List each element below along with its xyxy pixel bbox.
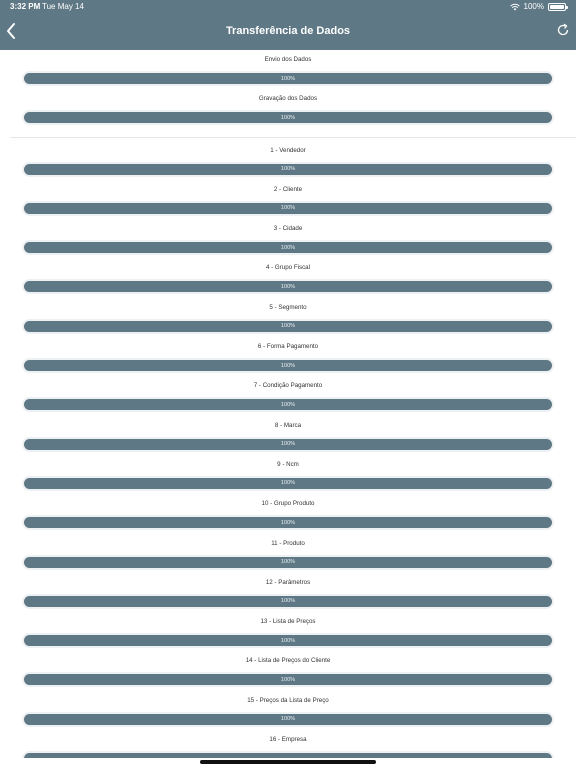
progress-bar <box>22 437 554 452</box>
transfer-item-label: 10 - Grupo Produto <box>261 500 315 508</box>
progress-bar <box>22 594 554 609</box>
progress-fill <box>24 360 552 371</box>
progress-bar <box>22 110 554 125</box>
transfer-item <box>0 298 576 337</box>
transfer-item-label: 7 - Condição Pagamento <box>253 382 323 390</box>
progress-percent: 100% <box>280 716 296 723</box>
progress-percent: 100% <box>280 362 296 369</box>
progress-bar <box>22 633 554 648</box>
progress-fill <box>24 596 552 607</box>
progress-percent: 100% <box>280 166 296 173</box>
transfer-item <box>0 258 576 297</box>
progress-fill <box>24 674 552 685</box>
progress-fill <box>24 557 552 568</box>
progress-fill <box>24 753 552 758</box>
progress-bar <box>22 515 554 530</box>
refresh-button[interactable] <box>556 23 570 37</box>
transfer-item-label: Envio dos Dados <box>264 56 312 63</box>
page-title: Transferência de Dados <box>225 25 351 37</box>
progress-bar <box>22 162 554 177</box>
transfer-item <box>0 573 576 612</box>
progress-percent: 100% <box>280 559 296 566</box>
transfer-item <box>0 376 576 415</box>
status-date: Tue May 14 <box>42 2 84 11</box>
progress-fill <box>24 321 552 332</box>
transfer-list[interactable] <box>0 50 576 758</box>
progress-percent: 100% <box>280 441 296 448</box>
progress-percent: 100% <box>280 244 296 251</box>
progress-bar <box>22 476 554 491</box>
transfer-item-label: 9 - Ncm <box>277 460 299 468</box>
transfer-item <box>0 651 576 690</box>
battery-percent: 100% <box>523 2 544 11</box>
status-bar <box>0 0 576 14</box>
transfer-item-label: 13 - Lista de Preços <box>260 618 316 626</box>
progress-percent: 100% <box>280 519 296 526</box>
transfer-item <box>0 455 576 494</box>
progress-fill <box>24 164 552 175</box>
progress-percent: 100% <box>280 114 296 121</box>
progress-bar <box>22 71 554 86</box>
transfer-item-label: 5 - Segmento <box>269 303 307 311</box>
transfer-item-label: 1 - Vendedor <box>270 146 306 154</box>
progress-fill <box>24 112 552 123</box>
transfer-item-label: 15 - Preços da Lista de Preço <box>247 696 329 704</box>
progress-fill <box>24 478 552 489</box>
transfer-item-label: 11 - Produto <box>271 539 305 547</box>
transfer-item-label: 8 - Marca <box>274 421 302 429</box>
progress-fill <box>24 517 552 528</box>
progress-fill <box>24 399 552 410</box>
transfer-item-label: 16 - Empresa <box>269 736 307 744</box>
top-section <box>0 50 576 129</box>
transfer-item-label: 14 - Lista de Preços do Cliente <box>245 657 331 665</box>
transfer-item <box>0 691 576 730</box>
progress-percent: 100% <box>280 401 296 408</box>
progress-bar <box>22 240 554 255</box>
transfer-item <box>0 50 576 89</box>
transfer-item <box>0 219 576 258</box>
transfer-item <box>0 180 576 219</box>
transfer-item-label: 3 - Cidade <box>273 225 303 233</box>
progress-bar <box>22 358 554 373</box>
transfer-item-label: 12 - Parâmetros <box>265 578 311 586</box>
items-section <box>0 141 576 758</box>
progress-fill <box>24 439 552 450</box>
progress-fill <box>24 635 552 646</box>
status-time: 3:32 PM <box>10 2 41 11</box>
progress-bar <box>22 672 554 687</box>
home-indicator[interactable] <box>200 760 376 764</box>
progress-fill <box>24 242 552 253</box>
progress-percent: 100% <box>280 205 296 212</box>
progress-bar <box>22 319 554 334</box>
progress-fill <box>24 73 552 84</box>
progress-bar <box>22 751 554 758</box>
progress-percent: 100% <box>280 676 296 683</box>
battery-icon <box>548 3 566 11</box>
progress-percent: 100% <box>280 598 296 605</box>
progress-bar <box>22 201 554 216</box>
transfer-item <box>0 141 576 180</box>
transfer-item-label: 6 - Forma Pagamento <box>257 343 319 351</box>
transfer-item <box>0 337 576 376</box>
section-divider <box>0 129 576 141</box>
progress-bar <box>22 279 554 294</box>
transfer-item <box>0 534 576 573</box>
transfer-item-label: 4 - Grupo Fiscal <box>265 264 310 272</box>
progress-bar <box>22 397 554 412</box>
transfer-item-label: Gravação dos Dados <box>258 95 318 103</box>
transfer-item <box>0 494 576 533</box>
transfer-item <box>0 612 576 651</box>
progress-fill <box>24 203 552 214</box>
status-right <box>510 2 566 11</box>
progress-percent: 100% <box>280 480 296 487</box>
progress-fill <box>24 281 552 292</box>
progress-percent: 100% <box>280 637 296 644</box>
wifi-icon <box>510 3 520 11</box>
transfer-item-label: 2 - Cliente <box>273 185 303 193</box>
progress-bar <box>22 555 554 570</box>
progress-bar <box>22 712 554 727</box>
progress-percent: 100% <box>280 75 296 82</box>
transfer-item <box>0 416 576 455</box>
progress-percent: 100% <box>280 323 296 330</box>
progress-fill <box>24 714 552 725</box>
nav-bar <box>0 14 576 50</box>
progress-percent: 100% <box>280 283 296 290</box>
transfer-item <box>0 89 576 128</box>
transfer-item <box>0 730 576 758</box>
